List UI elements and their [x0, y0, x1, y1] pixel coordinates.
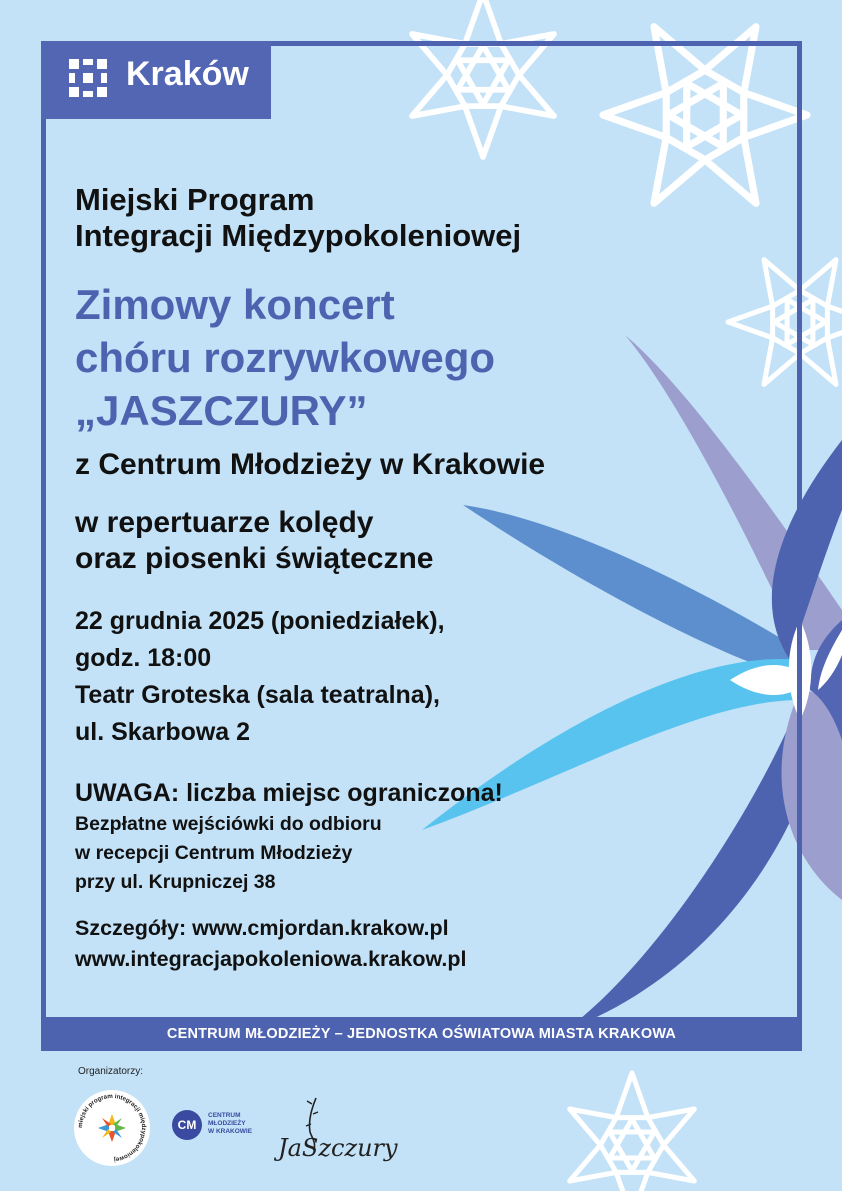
snowflake-icon	[562, 1073, 703, 1191]
program-name: Miejski Program Integracji Międzypokoleniowej	[75, 182, 522, 253]
links	[75, 913, 466, 975]
concert-title: Zimowy koncert chóru rozrywkowego „JASZCZURY”	[75, 281, 496, 434]
event-address: ul. Skarbowa 2	[75, 718, 251, 746]
repertoire: w repertuarze kolędy oraz piosenki świąteczne	[75, 506, 434, 575]
jaszczury-logo-text: JaSzczury	[278, 1134, 398, 1162]
krakow-logo-text: Kraków	[126, 55, 249, 93]
event-venue: Teatr Groteska (sala teatralna),	[75, 681, 440, 709]
event-details	[75, 603, 445, 751]
cm-badge: CM	[172, 1110, 202, 1140]
notice-heading: UWAGA: liczba miejsc ograniczona!	[75, 779, 503, 807]
event-date: 22 grudnia 2025 (poniedziałek),	[75, 607, 445, 635]
event-time: godz. 18:00	[75, 644, 212, 672]
footer-bar: CENTRUM MŁODZIEŻY – JEDNOSTKA OŚWIATOWA MIASTA KRAKOWA	[41, 1017, 802, 1051]
organizer-line: z Centrum Młodzieży w Krakowie	[75, 448, 546, 481]
jaszczury-logo	[270, 1090, 400, 1170]
details-link[interactable]: Szczegóły: www.cmjordan.krakow.pl	[75, 916, 449, 940]
program-link[interactable]: www.integracjapokoleniowa.krakow.pl	[75, 947, 467, 971]
organizers-label: Organizatorzy:	[78, 1066, 144, 1077]
cm-logo-text: CENTRUM MŁODZIEŻY W KRAKOWIE	[208, 1112, 253, 1135]
integration-program-logo	[72, 1088, 152, 1168]
integration-logo-text: miejski program integracji międzypokoleniowej	[76, 1092, 148, 1163]
krakow-logo	[41, 41, 271, 119]
ticket-info: Bezpłatne wejściówki do odbioru w recepcji Centrum Młodzieży przy ul. Krupniczej 38	[75, 813, 382, 893]
krakow-crest-icon	[69, 59, 107, 97]
